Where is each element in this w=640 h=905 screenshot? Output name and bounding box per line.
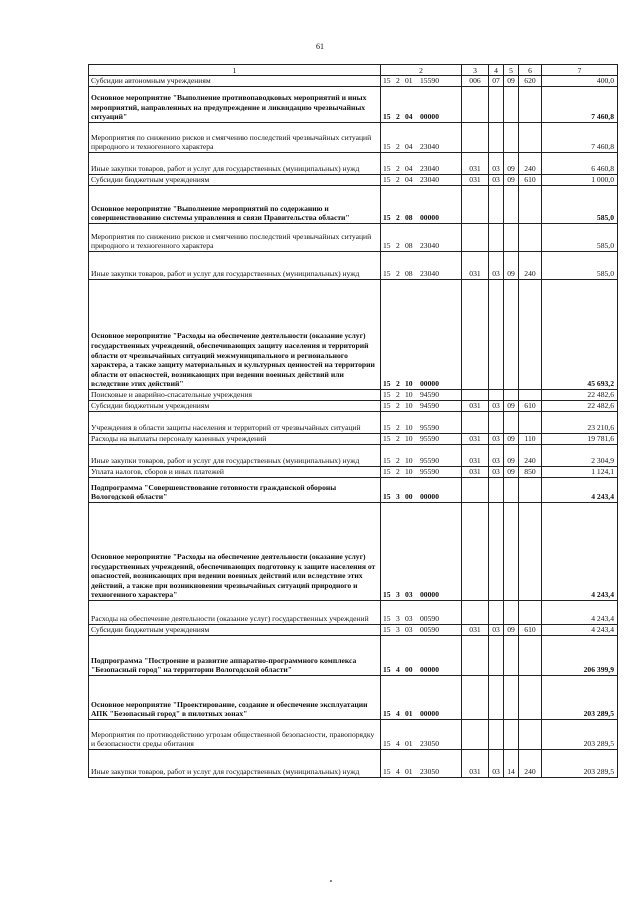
code-part: 00000 bbox=[420, 492, 439, 502]
code-part: 00000 bbox=[420, 213, 439, 223]
expense-type-code: 610 bbox=[519, 175, 542, 186]
expense-type-code: 610 bbox=[519, 401, 542, 412]
amount: 585,0 bbox=[542, 224, 618, 252]
amount: 4 243,4 bbox=[542, 478, 618, 503]
subsection-code: 14 bbox=[504, 750, 519, 778]
row-name: Субсидии бюджетным учреждениям bbox=[89, 401, 381, 412]
subsection-code: 09 bbox=[504, 401, 519, 412]
grbs-code: 031 bbox=[462, 252, 489, 280]
section-code: 03 bbox=[489, 434, 504, 445]
subsection-code: 09 bbox=[504, 625, 519, 636]
code-part: 00 bbox=[405, 665, 413, 675]
subsection-code bbox=[504, 87, 519, 123]
subsection-code bbox=[504, 636, 519, 676]
code-part: 2 bbox=[396, 434, 400, 444]
code-part: 2 bbox=[396, 390, 400, 400]
grbs-code: 031 bbox=[462, 153, 489, 175]
code-part: 15 bbox=[383, 709, 391, 719]
section-code bbox=[489, 503, 504, 601]
row-name: Расходы на выплаты персоналу казенных учреждений bbox=[89, 434, 381, 445]
section-code bbox=[489, 636, 504, 676]
expense-type-code: 620 bbox=[519, 76, 542, 87]
expense-type-code: 240 bbox=[519, 445, 542, 467]
target-article-code bbox=[381, 601, 462, 625]
code-part: 2 bbox=[396, 112, 400, 122]
subsection-code bbox=[504, 224, 519, 252]
amount: 400,0 bbox=[542, 76, 618, 87]
code-part: 04 bbox=[405, 175, 413, 185]
code-part: 2 bbox=[396, 164, 400, 174]
code-part: 15 bbox=[383, 112, 391, 122]
amount: 203 289,5 bbox=[542, 676, 618, 720]
target-article-code bbox=[381, 87, 462, 123]
amount: 23 210,6 bbox=[542, 412, 618, 434]
grbs-code bbox=[462, 601, 489, 625]
code-part: 23050 bbox=[420, 739, 439, 749]
code-part: 2 bbox=[396, 423, 400, 433]
subsection-code bbox=[504, 478, 519, 503]
code-part: 01 bbox=[405, 76, 413, 86]
section-code bbox=[489, 87, 504, 123]
subsection-code: 09 bbox=[504, 175, 519, 186]
column-header: 2 bbox=[381, 65, 462, 76]
table-row bbox=[89, 186, 618, 224]
code-part: 2 bbox=[396, 241, 400, 251]
table-row bbox=[89, 467, 618, 478]
section-code bbox=[489, 720, 504, 750]
code-part: 23040 bbox=[420, 175, 439, 185]
expense-type-code bbox=[519, 224, 542, 252]
row-name: Поисковые и аварийно-спасательные учреждения bbox=[89, 390, 381, 401]
code-part: 00 bbox=[405, 492, 413, 502]
target-article-code bbox=[381, 625, 462, 636]
code-part: 00000 bbox=[420, 112, 439, 122]
amount: 7 460,8 bbox=[542, 123, 618, 153]
target-article-code bbox=[381, 401, 462, 412]
target-article-code bbox=[381, 123, 462, 153]
target-article-code bbox=[381, 478, 462, 503]
amount: 19 781,6 bbox=[542, 434, 618, 445]
code-part: 23040 bbox=[420, 269, 439, 279]
code-part: 15 bbox=[383, 739, 391, 749]
table-row bbox=[89, 750, 618, 778]
code-part: 10 bbox=[405, 379, 413, 389]
budget-table bbox=[88, 64, 618, 778]
grbs-code bbox=[462, 224, 489, 252]
section-code: 03 bbox=[489, 252, 504, 280]
code-part: 04 bbox=[405, 164, 413, 174]
expense-type-code bbox=[519, 601, 542, 625]
target-article-code bbox=[381, 280, 462, 390]
table-row bbox=[89, 390, 618, 401]
code-part: 15 bbox=[383, 269, 391, 279]
subsection-code bbox=[504, 503, 519, 601]
row-name: Уплата налогов, сборов и иных платежей bbox=[89, 467, 381, 478]
expense-type-code bbox=[519, 503, 542, 601]
code-part: 00000 bbox=[420, 590, 439, 600]
code-part: 3 bbox=[396, 625, 400, 635]
expense-type-code: 240 bbox=[519, 252, 542, 280]
section-code bbox=[489, 280, 504, 390]
code-part: 2 bbox=[396, 379, 400, 389]
section-code bbox=[489, 224, 504, 252]
row-name: Субсидии бюджетным учреждениям bbox=[89, 175, 381, 186]
code-part: 10 bbox=[405, 456, 413, 466]
code-part: 95590 bbox=[420, 423, 439, 433]
table-row bbox=[89, 252, 618, 280]
amount: 7 460,8 bbox=[542, 87, 618, 123]
subsection-code bbox=[504, 601, 519, 625]
subsection-code bbox=[504, 676, 519, 720]
code-part: 15590 bbox=[420, 76, 439, 86]
grbs-code bbox=[462, 503, 489, 601]
subsection-code bbox=[504, 390, 519, 401]
section-code bbox=[489, 676, 504, 720]
code-part: 95590 bbox=[420, 456, 439, 466]
table-row bbox=[89, 76, 618, 87]
expense-type-code bbox=[519, 390, 542, 401]
subsection-code: 09 bbox=[504, 76, 519, 87]
code-part: 2 bbox=[396, 467, 400, 477]
column-header: 5 bbox=[504, 65, 519, 76]
table-row bbox=[89, 676, 618, 720]
table-row bbox=[89, 175, 618, 186]
amount: 585,0 bbox=[542, 186, 618, 224]
amount: 22 482,6 bbox=[542, 390, 618, 401]
table-row bbox=[89, 445, 618, 467]
scan-speck bbox=[330, 880, 332, 882]
target-article-code bbox=[381, 676, 462, 720]
code-part: 15 bbox=[383, 434, 391, 444]
subsection-code bbox=[504, 186, 519, 224]
code-part: 3 bbox=[396, 614, 400, 624]
code-part: 15 bbox=[383, 213, 391, 223]
amount: 6 460,8 bbox=[542, 153, 618, 175]
target-article-code bbox=[381, 175, 462, 186]
code-part: 15 bbox=[383, 665, 391, 675]
code-part: 2 bbox=[396, 456, 400, 466]
grbs-code: 031 bbox=[462, 750, 489, 778]
code-part: 15 bbox=[383, 175, 391, 185]
row-name: Учреждения в области защиты населения и территорий от чрезвычайных ситуаций bbox=[89, 412, 381, 434]
code-part: 15 bbox=[383, 590, 391, 600]
expense-type-code: 240 bbox=[519, 750, 542, 778]
code-part: 08 bbox=[405, 213, 413, 223]
table-row bbox=[89, 434, 618, 445]
table-row bbox=[89, 625, 618, 636]
grbs-code bbox=[462, 390, 489, 401]
page-number: 61 bbox=[316, 42, 324, 51]
grbs-code: 031 bbox=[462, 467, 489, 478]
column-header: 7 bbox=[542, 65, 618, 76]
target-article-code bbox=[381, 503, 462, 601]
code-part: 15 bbox=[383, 767, 391, 777]
subsection-code: 09 bbox=[504, 445, 519, 467]
row-name: Подпрограмма "Совершенствование готовности гражданской обороны Вологодской области" bbox=[89, 478, 381, 503]
section-code bbox=[489, 186, 504, 224]
expense-type-code: 240 bbox=[519, 153, 542, 175]
code-part: 10 bbox=[405, 401, 413, 411]
code-part: 15 bbox=[383, 76, 391, 86]
amount: 585,0 bbox=[542, 252, 618, 280]
table-row bbox=[89, 87, 618, 123]
row-name: Мероприятия по снижению рисков и смягчению последствий чрезвычайных ситуаций природного и техногенного характера bbox=[89, 123, 381, 153]
code-part: 03 bbox=[405, 590, 413, 600]
amount: 22 482,6 bbox=[542, 401, 618, 412]
row-name: Субсидии автономным учреждениям bbox=[89, 76, 381, 87]
expense-type-code bbox=[519, 280, 542, 390]
target-article-code bbox=[381, 750, 462, 778]
row-name: Иные закупки товаров, работ и услуг для государственных (муниципальных) нужд bbox=[89, 445, 381, 467]
expense-type-code bbox=[519, 186, 542, 224]
table-row bbox=[89, 636, 618, 676]
code-part: 15 bbox=[383, 379, 391, 389]
target-article-code bbox=[381, 445, 462, 467]
row-name: Иные закупки товаров, работ и услуг для государственных (муниципальных) нужд bbox=[89, 153, 381, 175]
code-part: 01 bbox=[405, 709, 413, 719]
row-name: Основное мероприятие "Расходы на обеспечение деятельности (оказание услуг) государственных учреждений, обеспечивающих защиту населения и территорий области от чрезвычайных ситуаций межмуниципального и регионального характера, а также защиту материальных и культурных ценностей на территории области от опасностей, возникающих при ведении военных действий или вследствие этих действий" bbox=[89, 280, 381, 390]
amount: 4 243,4 bbox=[542, 503, 618, 601]
code-part: 15 bbox=[383, 164, 391, 174]
code-part: 15 bbox=[383, 467, 391, 477]
code-part: 15 bbox=[383, 625, 391, 635]
section-code: 03 bbox=[489, 401, 504, 412]
table-row bbox=[89, 412, 618, 434]
subsection-code: 09 bbox=[504, 252, 519, 280]
code-part: 01 bbox=[405, 739, 413, 749]
expense-type-code bbox=[519, 676, 542, 720]
subsection-code: 09 bbox=[504, 434, 519, 445]
code-part: 15 bbox=[383, 614, 391, 624]
grbs-code: 031 bbox=[462, 401, 489, 412]
expense-type-code bbox=[519, 123, 542, 153]
section-code: 03 bbox=[489, 467, 504, 478]
amount: 1 000,0 bbox=[542, 175, 618, 186]
code-part: 15 bbox=[383, 423, 391, 433]
target-article-code bbox=[381, 390, 462, 401]
section-code: 07 bbox=[489, 76, 504, 87]
section-code bbox=[489, 390, 504, 401]
row-name: Мероприятия по противодействию угрозам общественной безопасности, правопорядку и безопасности среды обитания bbox=[89, 720, 381, 750]
code-part: 2 bbox=[396, 269, 400, 279]
code-part: 3 bbox=[396, 590, 400, 600]
code-part: 95590 bbox=[420, 434, 439, 444]
code-part: 2 bbox=[396, 175, 400, 185]
grbs-code: 031 bbox=[462, 175, 489, 186]
code-part: 4 bbox=[396, 709, 400, 719]
code-part: 2 bbox=[396, 76, 400, 86]
table-row bbox=[89, 123, 618, 153]
code-part: 00000 bbox=[420, 379, 439, 389]
code-part: 23040 bbox=[420, 164, 439, 174]
code-part: 10 bbox=[405, 423, 413, 433]
expense-type-code: 610 bbox=[519, 625, 542, 636]
expense-type-code bbox=[519, 478, 542, 503]
subsection-code bbox=[504, 412, 519, 434]
expense-type-code bbox=[519, 87, 542, 123]
table-row bbox=[89, 478, 618, 503]
grbs-code bbox=[462, 412, 489, 434]
expense-type-code bbox=[519, 636, 542, 676]
table-body bbox=[89, 76, 618, 778]
row-name: Основное мероприятие "Расходы на обеспечение деятельности (оказание услуг) государственных учреждений, обеспечивающих подготовку к защите населения от опасностей, возникающих при ведении военных действий или вследствие этих действий, а также при возникновении чрезвычайных ситуаций природного и техногенного характера" bbox=[89, 503, 381, 601]
code-part: 23050 bbox=[420, 767, 439, 777]
code-part: 23040 bbox=[420, 241, 439, 251]
column-header: 1 bbox=[89, 65, 381, 76]
subsection-code bbox=[504, 123, 519, 153]
grbs-code: 006 bbox=[462, 76, 489, 87]
section-code bbox=[489, 412, 504, 434]
subsection-code bbox=[504, 280, 519, 390]
table-row bbox=[89, 503, 618, 601]
section-code: 03 bbox=[489, 445, 504, 467]
section-code: 03 bbox=[489, 750, 504, 778]
target-article-code bbox=[381, 636, 462, 676]
subsection-code bbox=[504, 720, 519, 750]
code-part: 15 bbox=[383, 142, 391, 152]
table-row bbox=[89, 720, 618, 750]
grbs-code bbox=[462, 720, 489, 750]
row-name: Расходы на обеспечение деятельности (оказание услуг) государственных учреждений bbox=[89, 601, 381, 625]
target-article-code bbox=[381, 76, 462, 87]
row-name: Основное мероприятие "Выполнение мероприятий по содержанию и совершенствованию системы управления и связи Правительства области" bbox=[89, 186, 381, 224]
code-part: 3 bbox=[396, 492, 400, 502]
target-article-code bbox=[381, 434, 462, 445]
code-part: 4 bbox=[396, 665, 400, 675]
grbs-code bbox=[462, 186, 489, 224]
column-header: 3 bbox=[462, 65, 489, 76]
section-code bbox=[489, 478, 504, 503]
column-header: 4 bbox=[489, 65, 504, 76]
code-part: 2 bbox=[396, 401, 400, 411]
target-article-code bbox=[381, 186, 462, 224]
code-part: 10 bbox=[405, 390, 413, 400]
grbs-code: 031 bbox=[462, 434, 489, 445]
code-part: 15 bbox=[383, 456, 391, 466]
target-article-code bbox=[381, 467, 462, 478]
target-article-code bbox=[381, 224, 462, 252]
row-name: Мероприятия по снижению рисков и смягчению последствий чрезвычайных ситуаций природного и техногенного характера bbox=[89, 224, 381, 252]
code-part: 94590 bbox=[420, 401, 439, 411]
amount: 1 124,1 bbox=[542, 467, 618, 478]
code-part: 04 bbox=[405, 112, 413, 122]
amount: 2 304,9 bbox=[542, 445, 618, 467]
expense-type-code bbox=[519, 412, 542, 434]
grbs-code bbox=[462, 636, 489, 676]
code-part: 03 bbox=[405, 614, 413, 624]
grbs-code: 031 bbox=[462, 625, 489, 636]
code-part: 01 bbox=[405, 767, 413, 777]
table-row bbox=[89, 601, 618, 625]
amount: 45 693,2 bbox=[542, 280, 618, 390]
target-article-code bbox=[381, 153, 462, 175]
expense-type-code: 110 bbox=[519, 434, 542, 445]
row-name: Подпрограмма "Построение и развитие аппаратно-программного комплекса "Безопасный город" на территории Вологодской области" bbox=[89, 636, 381, 676]
grbs-code bbox=[462, 478, 489, 503]
code-part: 2 bbox=[396, 213, 400, 223]
amount: 203 289,5 bbox=[542, 750, 618, 778]
grbs-code: 031 bbox=[462, 445, 489, 467]
table-row bbox=[89, 401, 618, 412]
row-name: Основное мероприятие "Проектирование, создание и обеспечение эксплуатации АПК "Безопасный город" в пилотных зонах" bbox=[89, 676, 381, 720]
code-part: 15 bbox=[383, 241, 391, 251]
code-part: 94590 bbox=[420, 390, 439, 400]
code-part: 04 bbox=[405, 142, 413, 152]
code-part: 15 bbox=[383, 492, 391, 502]
amount: 206 399,9 bbox=[542, 636, 618, 676]
code-part: 08 bbox=[405, 269, 413, 279]
code-part: 03 bbox=[405, 625, 413, 635]
column-header: 6 bbox=[519, 65, 542, 76]
code-part: 00000 bbox=[420, 709, 439, 719]
amount: 4 243,4 bbox=[542, 625, 618, 636]
table-row bbox=[89, 153, 618, 175]
expense-type-code: 850 bbox=[519, 467, 542, 478]
target-article-code bbox=[381, 252, 462, 280]
code-part: 23040 bbox=[420, 142, 439, 152]
section-code: 03 bbox=[489, 153, 504, 175]
code-part: 15 bbox=[383, 390, 391, 400]
table-header bbox=[89, 65, 618, 76]
grbs-code bbox=[462, 123, 489, 153]
code-part: 4 bbox=[396, 739, 400, 749]
code-part: 08 bbox=[405, 241, 413, 251]
row-name: Иные закупки товаров, работ и услуг для государственных (муниципальных) нужд bbox=[89, 252, 381, 280]
row-name: Основное мероприятие "Выполнение противопаводковых мероприятий и иных мероприятий, направленных на предупреждение и ликвидацию чрезвычайных ситуаций" bbox=[89, 87, 381, 123]
code-part: 00590 bbox=[420, 625, 439, 635]
amount: 4 243,4 bbox=[542, 601, 618, 625]
row-name: Иные закупки товаров, работ и услуг для государственных (муниципальных) нужд bbox=[89, 750, 381, 778]
code-part: 2 bbox=[396, 142, 400, 152]
subsection-code: 09 bbox=[504, 153, 519, 175]
subsection-code: 09 bbox=[504, 467, 519, 478]
target-article-code bbox=[381, 720, 462, 750]
code-part: 00590 bbox=[420, 614, 439, 624]
grbs-code bbox=[462, 87, 489, 123]
code-part: 95590 bbox=[420, 467, 439, 477]
code-part: 4 bbox=[396, 767, 400, 777]
target-article-code bbox=[381, 412, 462, 434]
table-row bbox=[89, 280, 618, 390]
grbs-code bbox=[462, 676, 489, 720]
section-code bbox=[489, 601, 504, 625]
amount: 203 289,5 bbox=[542, 720, 618, 750]
section-code: 03 bbox=[489, 625, 504, 636]
table-row bbox=[89, 224, 618, 252]
section-code: 03 bbox=[489, 175, 504, 186]
expense-type-code bbox=[519, 720, 542, 750]
row-name: Субсидии бюджетным учреждениям bbox=[89, 625, 381, 636]
code-part: 15 bbox=[383, 401, 391, 411]
code-part: 10 bbox=[405, 467, 413, 477]
code-part: 10 bbox=[405, 434, 413, 444]
code-part: 00000 bbox=[420, 665, 439, 675]
section-code bbox=[489, 123, 504, 153]
grbs-code bbox=[462, 280, 489, 390]
